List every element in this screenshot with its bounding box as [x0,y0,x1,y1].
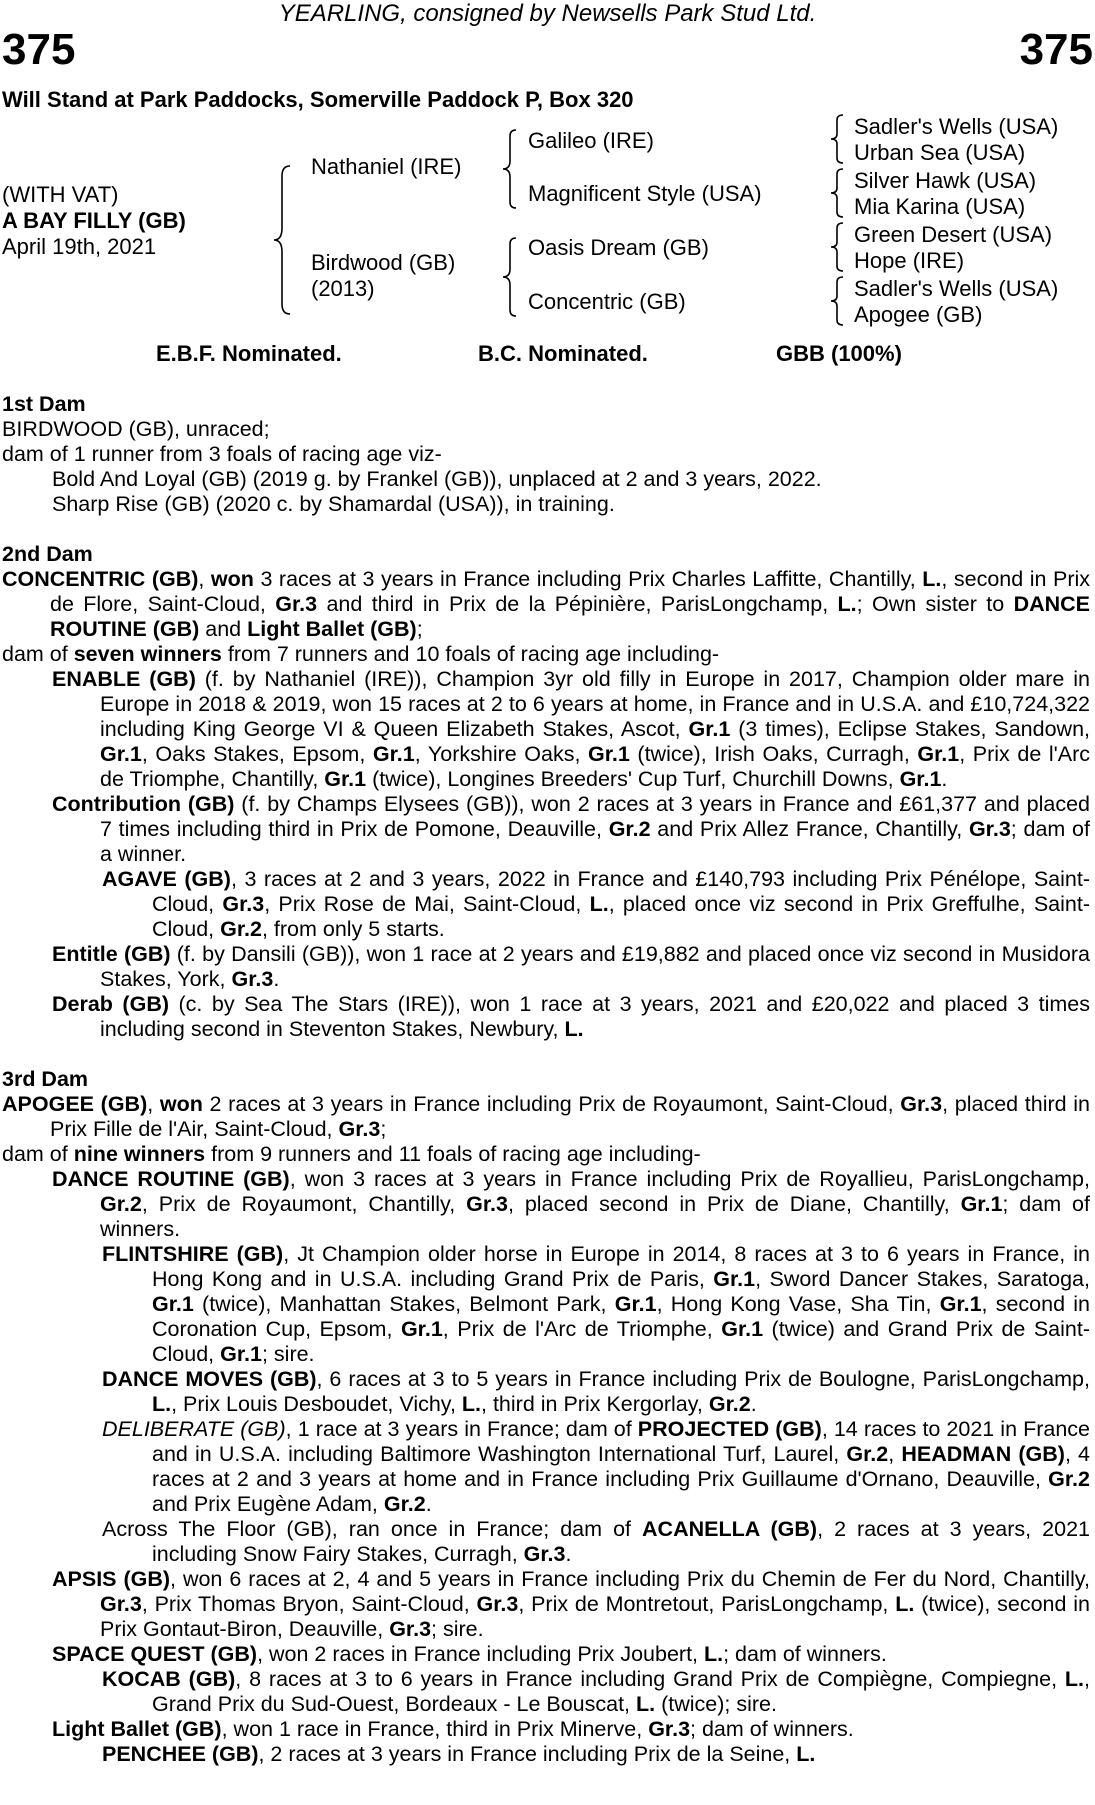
record-text: , Prix de Royaumont, Chantilly, [141,1192,467,1216]
dam-dam: Concentric (GB) [528,289,686,314]
horse-name: HEADMAN (GB) [901,1442,1065,1466]
record-text: , placed once viz second in Prix Greffulhe, Saint-Cloud, [152,892,1090,941]
record-text: , third in Prix Kergorlay, [481,1392,709,1416]
horse-name: SPACE QUEST (GB) [52,1642,258,1666]
record-text: from 9 runners and 11 foals of racing age including- [205,1142,701,1166]
record-text: , won 3 races at 3 years in France including Prix de Royallieu, ParisLongchamp, [289,1167,1090,1191]
record-text: Across The Floor (GB), ran once in France; dam of [102,1517,643,1541]
produce-entry-kocab [102,1667,1090,1717]
record-text: ; sire. [261,1342,315,1366]
gg-brace-1 [828,113,846,165]
gg-7: Sadler's Wells (USA) [854,276,1059,301]
race-grade: Gr.1 [899,767,942,791]
bc-nomination: B.C. Nominated. [478,341,648,366]
record-text: (f. by Nathaniel (IRE)), Champion 3yr old filly in Europe in 2017, Champion older mare in Europe in 2018 & 2019, won 15 races at 2 to 6 years at home, in France and in U.S.A. and £10,724,322 including King George VI & Queen Elizabeth Stakes, Ascot, [100,667,1090,741]
race-grade: Gr.3 [275,592,318,616]
gbb-rating: GBB (100%) [776,341,902,366]
race-grade: Gr.1 [152,1292,194,1316]
record-text: 2 races at 3 years in France including Prix de Royaumont, Saint-Cloud, [202,1092,901,1116]
race-grade: Gr.2 [1048,1467,1090,1491]
record-text: , Jt Champion older horse in Europe in 2014, 8 races at 3 to 6 years in France, in Hong Kong and in U.S.A. including Grand Prix de Paris, [152,1242,1090,1291]
record-text: , 2 races at 3 years, 2021 including Snow Fairy Stakes, Curragh, [152,1517,1090,1566]
race-grade: Gr.3 [466,1192,508,1216]
first-dam-summary: dam of 1 runner from 3 foals of racing age viz- [2,442,442,466]
race-grade: Gr.1 [917,742,960,766]
record-text: (f. by Champs Elysees (GB)), won 2 races at 3 years in France and £61,377 and placed 7 times including third in Prix de Pomone, Deauville, [100,792,1090,841]
record-text: , 3 races at 2 and 3 years, 2022 in France and £140,793 including Prix Pénélope, Saint-Cloud, [152,867,1090,916]
produce-entry-space-quest [52,1642,1090,1667]
race-grade: Gr.3 [231,967,274,991]
record-text: ; dam of winners. [690,1717,854,1741]
record-text: , Prix de l'Arc de Triomphe, [442,1317,722,1341]
produce-entry-entitle [52,942,1090,992]
race-grade: Gr.1 [939,1292,982,1316]
record-text: (c. by Sea The Stars (IRE)), won 1 race at 3 years, 2021 and £20,022 and placed 3 times including second in Steventon Stakes, Newbury, [100,992,1091,1041]
record-text: , Sword Dancer Stakes, Saratoga, [755,1267,1090,1291]
record-text: , [888,1442,902,1466]
horse-name: APOGEE (GB) [2,1092,148,1116]
race-grade: Gr.2 [846,1442,889,1466]
produce-entry-light-ballet [52,1717,1090,1742]
race-grade: Gr.3 [900,1092,943,1116]
race-grade: Gr.1 [372,742,415,766]
vat-label: (WITH VAT) [2,182,119,207]
consignor-line: YEARLING, consigned by Newsells Park Stud Ltd. [278,0,817,27]
record-text: , 1 race at 3 years in France; dam of [285,1417,638,1441]
record-text: , won 6 races at 2, 4 and 5 years in France including Prix du Chemin de Fer du Nord, Chantilly, [170,1567,1090,1591]
record-text: . [273,967,280,991]
race-grade: Gr.3 [523,1542,566,1566]
record-text: ; Own sister to [856,592,1014,616]
record-text: , won 2 races in France including Prix Joubert, [257,1642,704,1666]
record-text: ; sire. [431,1617,484,1641]
horse-name: Derab (GB) [52,992,170,1016]
record-text: 3 races at 3 years in France including Prix Charles Laffitte, Chantilly, [253,567,923,591]
race-grade: Gr.3 [968,817,1011,841]
produce-entry-flintshire [102,1242,1090,1367]
race-grade: Gr.2 [100,1192,142,1216]
record-text: , 14 races to 2021 in France and in U.S.A. including Baltimore Washington International Turf, Laurel, [152,1417,1091,1466]
dam-year: (2013) [311,276,375,301]
gg-brace-3 [828,221,846,273]
won-label: won [210,567,254,591]
horse-name: Light Ballet (GB) [247,617,417,641]
record-text: , Prix Rose de Mai, Saint-Cloud, [264,892,590,916]
winners-count: seven winners [73,642,222,666]
second-dam-heading: 2nd Dam [2,542,93,566]
race-grade: L. [461,1392,482,1416]
race-grade: Gr.2 [383,1492,426,1516]
gg-5: Green Desert (USA) [854,222,1053,247]
gg-4: Mia Karina (USA) [854,194,1026,219]
produce-entry-derab [52,992,1090,1042]
main-brace [270,164,292,316]
gg-8: Apogee (GB) [854,302,983,327]
record-text: , Hong Kong Vase, Sha Tin, [656,1292,940,1316]
record-text: (f. by Dansili (GB)), won 1 race at 2 years and £19,882 and placed once viz second in Musidora Stakes, York, [100,942,1090,991]
first-dam-foal: Sharp Rise (GB) (2020 c. by Shamardal (USA)), in training. [52,492,615,516]
lot-number-left: 375 [2,25,76,74]
record-text: . [425,1492,432,1516]
race-grade: L. [704,1642,724,1666]
race-grade: L. [636,1692,656,1716]
race-grade: Gr.1 [220,1342,262,1366]
record-text: , Grand Prix du Sud-Ouest, Bordeaux - Le Bouscat, [152,1667,1091,1716]
record-text: , 8 races at 3 to 6 years in France including Grand Prix de Compiègne, Compiegne, [235,1667,1065,1691]
record-text: , Prix de l'Arc de Triomphe, Chantilly, [100,742,1090,791]
record-text: , 6 races at 3 to 5 years in France including Prix de Boulogne, ParisLongchamp, [316,1367,1090,1391]
first-dam-heading: 1st Dam [2,392,86,416]
sire-sire: Galileo (IRE) [528,128,654,153]
record-text: ; dam of winners. [100,1192,1090,1241]
record-text: , placed third in Prix Fille de l'Air, Saint-Cloud, [50,1092,1091,1141]
record-text: , Prix Louis Desboudet, Vichy, [171,1392,462,1416]
record-text: , second in Prix de Flore, Saint-Cloud, [50,567,1090,616]
horse-name: DANCE ROUTINE (GB) [52,1167,290,1191]
record-text: dam of [2,642,74,666]
ebf-nomination: E.B.F. Nominated. [156,341,342,366]
record-text: (3 times), Eclipse Stakes, Sandown, [730,717,1090,741]
foaling-date: April 19th, 2021 [2,234,157,259]
record-text: ; dam of a winner. [100,817,1090,866]
race-grade: L. [837,592,857,616]
race-grade: Gr.2 [608,817,651,841]
horse-name: Entitle (GB) [52,942,171,966]
sire-dam: Magnificent Style (USA) [528,181,762,206]
record-text: and Prix Eugène Adam, [152,1492,384,1516]
horse-name: DELIBERATE (GB) [102,1417,286,1441]
record-text: , Oaks Stakes, Epsom, [141,742,373,766]
produce-entry-across-the-floor [102,1517,1090,1567]
gg-2: Urban Sea (USA) [854,140,1026,165]
record-text: from 7 runners and 10 foals of racing age including- [221,642,720,666]
race-grade: Gr.3 [100,1592,142,1616]
lot-number-right: 375 [1019,25,1093,74]
race-grade: Gr.3 [222,892,265,916]
race-grade: L. [564,1017,584,1041]
third-dam-heading: 3rd Dam [2,1067,89,1091]
horse-name: KOCAB (GB) [102,1667,236,1691]
race-grade: Gr.2 [220,917,262,941]
record-text: (twice), Manhattan Stakes, Belmont Park, [193,1292,615,1316]
winners-count: nine winners [73,1142,206,1166]
record-text: , 4 races at 2 and 3 years at home and in France including Prix Guillaume d'Ornano, Deauville, [152,1442,1090,1491]
race-grade: Gr.2 [708,1392,751,1416]
horse-name: Contribution (GB) [52,792,235,816]
produce-entry-penchee [102,1742,1090,1767]
record-text: (twice); sire. [655,1692,777,1716]
record-text: (twice), Longines Breeders' Cup Turf, Churchill Downs, [366,767,900,791]
second-dam-entry: CONCENTRIC (GB), won 3 races at 3 years in France including Prix Charles Laffitte, Chantilly, L., second in Prix de Flore, Saint-Cloud, Gr.3 and third in Prix de la Pépinière, ParisLongchamp, L.; Own sister to DANCE ROUTINE (GB) and Light Ballet (GB); [2,567,1091,641]
gg-brace-2 [828,167,846,219]
horse-name: Light Ballet (GB) [52,1717,222,1741]
race-grade: Gr.1 [588,742,630,766]
race-grade: Gr.1 [100,742,142,766]
record-text: (twice) and Grand Prix de Saint-Cloud, [152,1317,1090,1366]
record-text: (twice), second in Prix Gontaut-Biron, Deauville, [100,1592,1090,1641]
record-text: . [565,1542,572,1566]
record-text: , from only 5 starts. [261,917,445,941]
horse-name: AGAVE (GB) [102,867,231,891]
first-dam-foal: Bold And Loyal (GB) (2019 g. by Frankel (GB)), unplaced at 2 and 3 years, 2022. [52,467,822,491]
third-dam-entry: APOGEE (GB), won 2 races at 3 years in France including Prix de Royaumont, Saint-Cloud, Gr.3, placed third in Prix Fille de l'Air, Saint-Cloud, Gr.3; [2,1092,1091,1141]
dam-brace [500,236,518,318]
record-text: ; [380,1117,387,1141]
race-grade: Gr.3 [338,1117,381,1141]
record-text: , placed second in Prix de Diane, Chantilly, [507,1192,961,1216]
produce-entry-agave [102,867,1090,942]
race-grade: Gr.1 [614,1292,657,1316]
race-grade: Gr.1 [324,767,367,791]
produce-entry-dance-routine [52,1167,1090,1242]
race-grade: Gr.1 [688,717,731,741]
produce-entry-deliberate [102,1417,1090,1517]
record-text: ; [416,617,423,641]
race-grade: L. [796,1742,816,1766]
horse-name: ACANELLA (GB) [642,1517,818,1541]
sire-name: Nathaniel (IRE) [311,154,462,179]
record-text: , Prix de Montretout, ParisLongchamp, [518,1592,896,1616]
horse-name: DANCE MOVES (GB) [102,1367,317,1391]
record-text: . [750,1392,757,1416]
horse-name: CONCENTRIC (GB) [2,567,199,591]
race-grade: L. [922,567,942,591]
record-text: . [941,767,948,791]
race-grade: Gr.1 [721,1317,764,1341]
record-text: (twice), Irish Oaks, Curragh, [629,742,918,766]
record-text: and third in Prix de la Pépinière, ParisLongchamp, [317,592,838,616]
race-grade: L. [1064,1667,1085,1691]
record-text: dam of [2,1142,74,1166]
horse-name: PENCHEE (GB) [102,1742,259,1766]
produce-record [0,392,1090,1767]
record-text: and Prix Allez France, Chantilly, [650,817,969,841]
dam-name: Birdwood (GB) [311,250,456,275]
stand-location: Will Stand at Park Paddocks, Somerville Paddock P, Box 320 [2,87,634,112]
race-grade: Gr.3 [476,1592,519,1616]
race-grade: Gr.1 [960,1192,1003,1216]
gg-6: Hope (IRE) [854,248,965,273]
won-label: won [159,1092,203,1116]
first-dam-line: BIRDWOOD (GB), unraced; [2,417,270,441]
horse-description: A BAY FILLY (GB) [2,208,186,233]
second-dam-summary [2,642,1090,667]
produce-entry-apsis [52,1567,1090,1642]
horse-name: ENABLE (GB) [52,667,196,691]
gg-3: Silver Hawk (USA) [854,168,1037,193]
dam-sire: Oasis Dream (GB) [528,235,709,260]
record-text: , Prix Thomas Bryon, Saint-Cloud, [141,1592,477,1616]
race-grade: Gr.1 [400,1317,443,1341]
record-text: and [199,617,248,641]
record-text: , Yorkshire Oaks, [414,742,588,766]
horse-name: FLINTSHIRE (GB) [102,1242,284,1266]
horse-name: APSIS (GB) [52,1567,171,1591]
race-grade: Gr.3 [648,1717,691,1741]
record-text: , won 1 race in France, third in Prix Minerve, [221,1717,649,1741]
race-grade: Gr.1 [713,1267,756,1291]
gg-brace-4 [828,275,846,327]
horse-name: DANCE ROUTINE (GB) [50,592,1091,641]
third-dam-summary [2,1142,1090,1167]
produce-entry-contribution [52,792,1090,867]
sire-brace [500,128,518,210]
gg-1: Sadler's Wells (USA) [854,114,1059,139]
race-grade: L. [152,1392,172,1416]
record-text: , 2 races at 3 years in France including Prix de la Seine, [258,1742,797,1766]
produce-entry-enable [52,667,1090,792]
race-grade: L. [895,1592,915,1616]
race-grade: Gr.3 [389,1617,432,1641]
horse-name: PROJECTED (GB) [637,1417,822,1441]
race-grade: L. [589,892,609,916]
record-text: , second in Coronation Cup, Epsom, [152,1292,1090,1341]
record-text: ; dam of winners. [723,1642,887,1666]
produce-entry-dance-moves [102,1367,1090,1417]
